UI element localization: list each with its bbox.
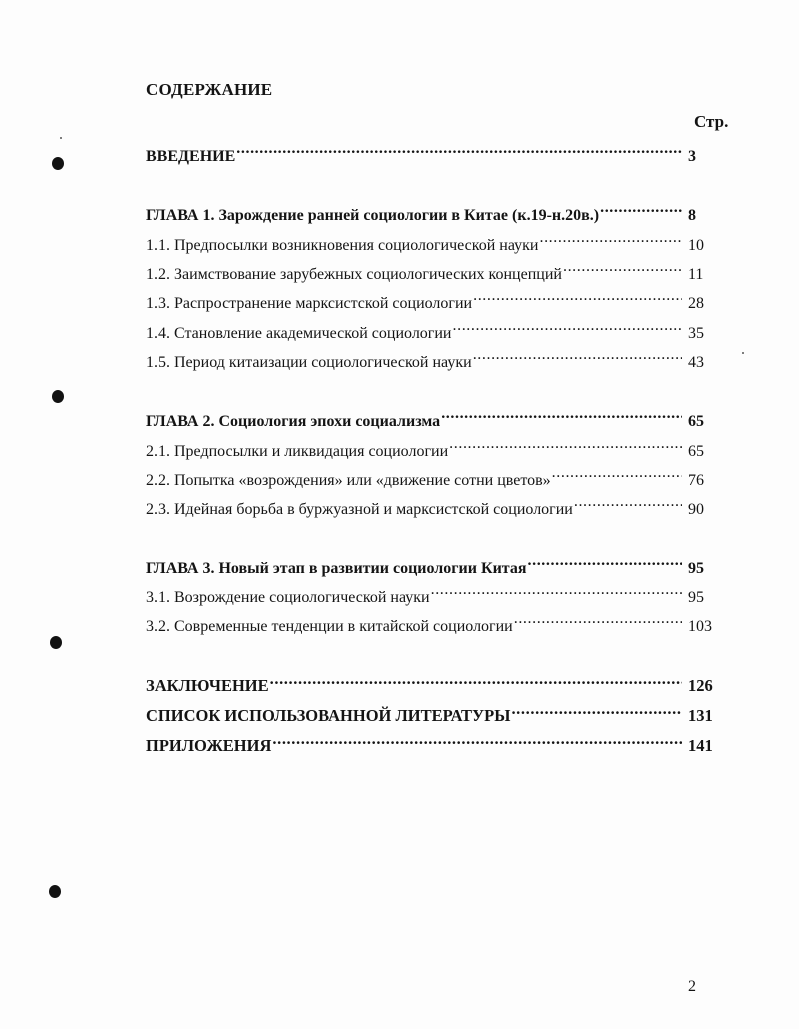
toc-entry-appendices [146,731,722,756]
toc-entry-chapter-3 [146,553,722,579]
toc-entry-section-1-3 [146,288,722,314]
toc-entry-title: 1.3. Распространение марксистской социологии [146,295,473,312]
page-number: 2 [688,978,696,995]
toc-entry-section-1-4 [146,318,722,344]
toc-leader-dots [272,731,682,751]
toc-entry-section-1-5 [146,347,722,373]
toc-entry-section-3-2 [146,611,722,637]
toc-entry-page: 10 [688,237,704,254]
toc-entry-page: 3 [688,148,696,165]
toc-entry-title: 3.1. Возрождение социологической науки [146,589,430,606]
toc-entry-page: 141 [688,736,713,755]
toc-entry-page: 43 [688,354,704,371]
toc-entry-title: 1.4. Становление академической социологии [146,325,452,342]
toc-entry-title: ВВЕДЕНИЕ [146,148,236,165]
toc-entry-page: 76 [688,472,704,489]
toc-leader-dots [514,611,682,631]
toc-leader-dots [539,230,682,250]
toc-entry-title: 2.1. Предпосылки и ликвидация социологии [146,443,449,460]
toc-entry-section-2-2 [146,465,722,491]
toc-entry-page: 65 [688,443,704,460]
toc-entry-title: ПРИЛОЖЕНИЯ [146,736,272,755]
toc-entry-page: 95 [688,560,704,577]
toc-entry-page: 95 [688,589,704,606]
toc-entry-chapter-2 [146,406,722,432]
toc-leader-dots [441,406,682,426]
toc-leader-dots [473,288,682,308]
punch-hole-mark [49,885,61,898]
toc-entry-title: ГЛАВА 3. Новый этап в развитии социологии Китая [146,560,527,577]
toc-leader-dots [552,465,682,485]
toc-entry-page: 103 [688,618,712,635]
toc-leader-dots [563,259,682,279]
punch-hole-mark [50,636,62,649]
toc-leader-dots [453,318,683,338]
toc-entry-title: 3.2. Современные тенденции в китайской социологии [146,618,513,635]
toc-leader-dots [574,494,682,514]
toc-entry-section-1-2 [146,259,722,285]
toc-entry-title: ГЛАВА 2. Социология эпохи социализма [146,413,441,430]
toc-entry-title: ГЛАВА 1. Зарождение ранней социологии в Китае (к.19-н.20в.) [146,207,600,224]
toc-leader-dots [511,701,682,721]
toc-leader-dots [270,671,682,691]
toc-leader-dots [473,347,682,367]
toc-entry-introduction [146,141,722,167]
toc-entry-title: 2.3. Идейная борьба в буржуазной и марксистской социологии [146,501,573,518]
toc-entry-page: 8 [688,207,696,224]
page-title: СОДЕРЖАНИЕ [146,80,273,99]
toc-entry-chapter-1 [146,200,722,226]
scan-speck [60,137,62,139]
toc-entry-section-1-1 [146,230,722,256]
punch-hole-mark [52,390,64,403]
page-column-label: Стр. [694,112,729,131]
toc-entry-conclusion [146,671,722,696]
toc-entry-section-2-3 [146,494,722,520]
toc-entry-title: 2.2. Попытка «возрождения» или «движение сотни цветов» [146,472,551,489]
toc-entry-page: 28 [688,295,704,312]
toc-entry-title: 1.1. Предпосылки возникновения социологической науки [146,237,539,254]
toc-entry-page: 131 [688,706,713,725]
toc-leader-dots [431,582,682,602]
toc-entry-references [146,701,722,726]
toc-entry-title: 1.2. Заимствование зарубежных социологических концепций [146,266,562,283]
toc-entry-title: 1.5. Период китаизации социологической науки [146,354,472,371]
toc-leader-dots [600,200,682,220]
scan-speck [742,352,744,354]
toc-entry-page: 11 [688,266,704,283]
toc-entry-title: ЗАКЛЮЧЕНИЕ [146,676,269,695]
punch-hole-mark [52,157,64,170]
toc-entry-page: 90 [688,501,704,518]
toc-leader-dots [449,436,682,456]
toc-entry-page: 35 [688,325,704,342]
toc-entry-title: СПИСОК ИСПОЛЬЗОВАННОЙ ЛИТЕРАТУРЫ [146,706,511,725]
toc-leader-dots [236,141,682,161]
toc-entry-section-3-1 [146,582,722,608]
toc-entry-page: 65 [688,413,704,430]
toc-leader-dots [528,553,683,573]
toc-entry-section-2-1 [146,436,722,462]
toc-entry-page: 126 [688,676,713,695]
